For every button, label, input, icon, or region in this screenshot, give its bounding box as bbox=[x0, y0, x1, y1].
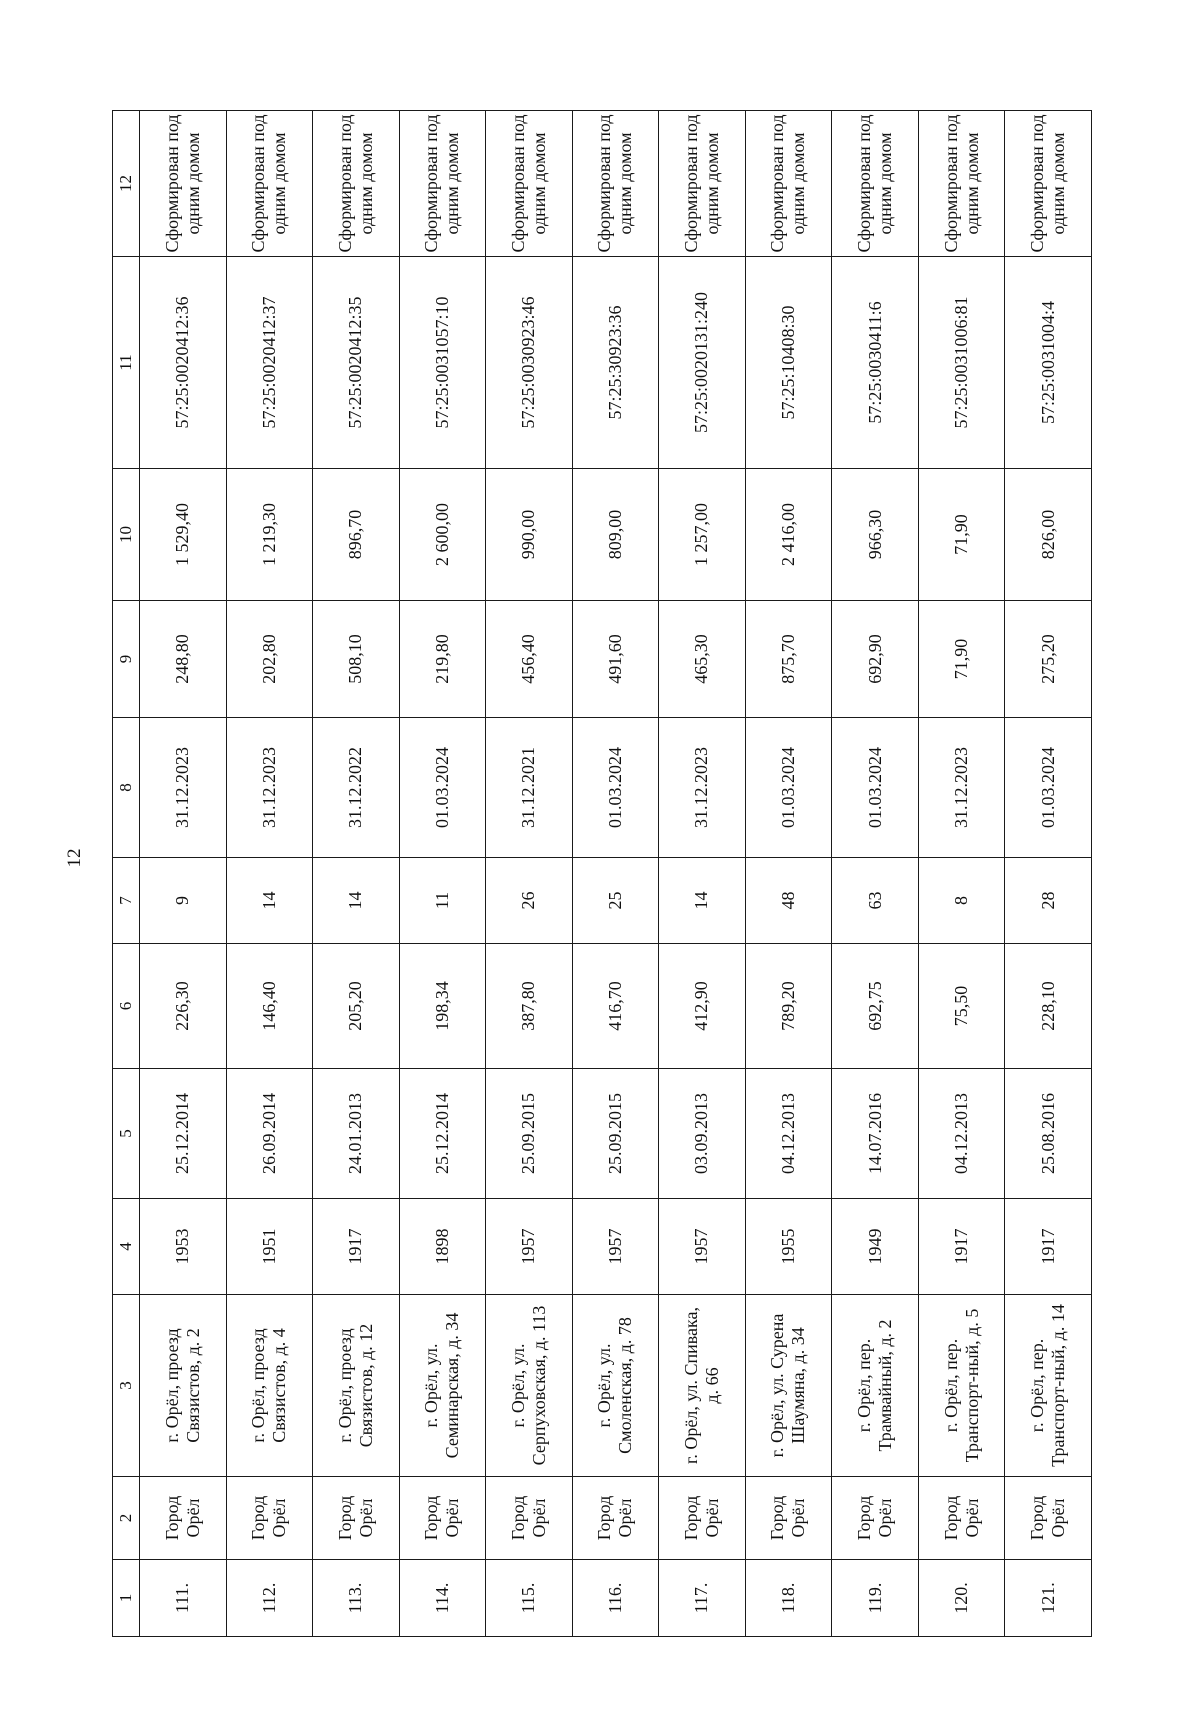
cell-cadastral-number: 57:25:0020131:240 bbox=[659, 257, 746, 469]
cell-area-b: 71,90 bbox=[918, 601, 1005, 718]
cell-date-b: 01.03.2024 bbox=[745, 718, 832, 858]
cell-year-built: 1917 bbox=[1005, 1199, 1092, 1295]
cell-cadastral-number: 57:25:0031006:81 bbox=[918, 257, 1005, 469]
cell-year-built: 1917 bbox=[918, 1199, 1005, 1295]
table-row bbox=[399, 111, 486, 1637]
cell-note: Сформирован под одним домом bbox=[918, 111, 1005, 257]
cell-year-built: 1957 bbox=[486, 1199, 573, 1295]
cell-cadastral-number: 57:25:0030923:46 bbox=[486, 257, 573, 469]
cell-count: 9 bbox=[140, 858, 227, 944]
cell-area-b: 491,60 bbox=[572, 601, 659, 718]
cell-date: 03.09.2013 bbox=[659, 1069, 746, 1199]
cell-date: 24.01.2013 bbox=[313, 1069, 400, 1199]
cell-date: 25.12.2014 bbox=[399, 1069, 486, 1199]
cell-area-b: 465,30 bbox=[659, 601, 746, 718]
cell-settlement: Город Орёл bbox=[659, 1477, 746, 1560]
cell-count: 11 bbox=[399, 858, 486, 944]
cell-area-a: 146,40 bbox=[226, 944, 313, 1069]
cell-date: 14.07.2016 bbox=[832, 1069, 919, 1199]
cell-area-c: 896,70 bbox=[313, 469, 400, 601]
cell-area-c: 1 257,00 bbox=[659, 469, 746, 601]
cell-row-number: 114. bbox=[399, 1560, 486, 1637]
cell-year-built: 1953 bbox=[140, 1199, 227, 1295]
cell-area-b: 456,40 bbox=[486, 601, 573, 718]
cell-date: 25.12.2014 bbox=[140, 1069, 227, 1199]
cell-note: Сформирован под одним домом bbox=[572, 111, 659, 257]
cell-settlement: Город Орёл bbox=[313, 1477, 400, 1560]
cell-area-a: 198,34 bbox=[399, 944, 486, 1069]
cell-date-b: 31.12.2021 bbox=[486, 718, 573, 858]
cell-count: 63 bbox=[832, 858, 919, 944]
column-header-8: 8 bbox=[113, 718, 140, 858]
cell-area-c: 2 416,00 bbox=[745, 469, 832, 601]
cell-year-built: 1917 bbox=[313, 1199, 400, 1295]
cell-area-a: 412,90 bbox=[659, 944, 746, 1069]
cell-year-built: 1951 bbox=[226, 1199, 313, 1295]
cell-area-a: 692,75 bbox=[832, 944, 919, 1069]
table-body bbox=[140, 111, 1092, 1637]
cell-note: Сформирован под одним домом bbox=[226, 111, 313, 257]
table-row bbox=[745, 111, 832, 1637]
cell-count: 14 bbox=[659, 858, 746, 944]
cell-row-number: 119. bbox=[832, 1560, 919, 1637]
cell-date-b: 01.03.2024 bbox=[832, 718, 919, 858]
cell-date: 25.09.2015 bbox=[572, 1069, 659, 1199]
page-number: 12 bbox=[64, 848, 85, 868]
cell-area-a: 75,50 bbox=[918, 944, 1005, 1069]
cell-settlement: Город Орёл bbox=[226, 1477, 313, 1560]
cell-date-b: 31.12.2022 bbox=[313, 718, 400, 858]
cell-year-built: 1949 bbox=[832, 1199, 919, 1295]
cell-date-b: 31.12.2023 bbox=[659, 718, 746, 858]
cell-date-b: 01.03.2024 bbox=[399, 718, 486, 858]
cell-date: 26.09.2014 bbox=[226, 1069, 313, 1199]
column-header-7: 7 bbox=[113, 858, 140, 944]
cell-settlement: Город Орёл bbox=[140, 1477, 227, 1560]
table-row bbox=[313, 111, 400, 1637]
cell-settlement: Город Орёл bbox=[745, 1477, 832, 1560]
table-row bbox=[1005, 111, 1092, 1637]
rotated-table-frame bbox=[112, 111, 1092, 1637]
column-header-10: 10 bbox=[113, 469, 140, 601]
cell-year-built: 1955 bbox=[745, 1199, 832, 1295]
cell-address: г. Орёл, ул. Смоленская, д. 78 bbox=[572, 1295, 659, 1477]
cell-count: 14 bbox=[226, 858, 313, 944]
cell-area-b: 875,70 bbox=[745, 601, 832, 718]
cell-date: 04.12.2013 bbox=[745, 1069, 832, 1199]
table-row bbox=[140, 111, 227, 1637]
column-header-3: 3 bbox=[113, 1295, 140, 1477]
cell-cadastral-number: 57:25:0031004:4 bbox=[1005, 257, 1092, 469]
cell-cadastral-number: 57:25:0030411:6 bbox=[832, 257, 919, 469]
cell-count: 26 bbox=[486, 858, 573, 944]
cell-settlement: Город Орёл bbox=[832, 1477, 919, 1560]
cell-note: Сформирован под одним домом bbox=[832, 111, 919, 257]
cell-row-number: 112. bbox=[226, 1560, 313, 1637]
cell-area-b: 692,90 bbox=[832, 601, 919, 718]
cell-count: 25 bbox=[572, 858, 659, 944]
cell-cadastral-number: 57:25:0031057:10 bbox=[399, 257, 486, 469]
cell-note: Сформирован под одним домом bbox=[140, 111, 227, 257]
cell-date: 25.09.2015 bbox=[486, 1069, 573, 1199]
cell-date-b: 01.03.2024 bbox=[572, 718, 659, 858]
column-header-6: 6 bbox=[113, 944, 140, 1069]
cell-row-number: 115. bbox=[486, 1560, 573, 1637]
cell-area-b: 219,80 bbox=[399, 601, 486, 718]
cell-date-b: 31.12.2023 bbox=[918, 718, 1005, 858]
cell-area-c: 71,90 bbox=[918, 469, 1005, 601]
cell-date: 04.12.2013 bbox=[918, 1069, 1005, 1199]
cell-area-a: 789,20 bbox=[745, 944, 832, 1069]
cell-area-c: 966,30 bbox=[832, 469, 919, 601]
column-header-2: 2 bbox=[113, 1477, 140, 1560]
cell-note: Сформирован под одним домом bbox=[1005, 111, 1092, 257]
cell-row-number: 113. bbox=[313, 1560, 400, 1637]
cell-address: г. Орёл, проезд Связистов, д. 12 bbox=[313, 1295, 400, 1477]
table-row bbox=[486, 111, 573, 1637]
cell-settlement: Город Орёл bbox=[399, 1477, 486, 1560]
column-header-1: 1 bbox=[113, 1560, 140, 1637]
cell-note: Сформирован под одним домом bbox=[313, 111, 400, 257]
table-row bbox=[572, 111, 659, 1637]
table-row bbox=[659, 111, 746, 1637]
cell-row-number: 120. bbox=[918, 1560, 1005, 1637]
cell-address: г. Орёл, проезд Связистов, д. 4 bbox=[226, 1295, 313, 1477]
cell-note: Сформирован под одним домом bbox=[745, 111, 832, 257]
cell-area-b: 202,80 bbox=[226, 601, 313, 718]
cell-date-b: 31.12.2023 bbox=[226, 718, 313, 858]
cell-row-number: 118. bbox=[745, 1560, 832, 1637]
column-header-5: 5 bbox=[113, 1069, 140, 1199]
cell-area-b: 275,20 bbox=[1005, 601, 1092, 718]
column-header-11: 11 bbox=[113, 257, 140, 469]
cell-settlement: Город Орёл bbox=[486, 1477, 573, 1560]
cell-year-built: 1957 bbox=[572, 1199, 659, 1295]
cell-count: 14 bbox=[313, 858, 400, 944]
cell-cadastral-number: 57:25:10408:30 bbox=[745, 257, 832, 469]
cell-area-a: 416,70 bbox=[572, 944, 659, 1069]
cell-area-c: 1 529,40 bbox=[140, 469, 227, 601]
registry-table bbox=[112, 110, 1092, 1637]
cell-cadastral-number: 57:25:0020412:35 bbox=[313, 257, 400, 469]
cell-address: г. Орёл, пер. Трамвайный, д. 2 bbox=[832, 1295, 919, 1477]
cell-settlement: Город Орёл bbox=[572, 1477, 659, 1560]
cell-address: г. Орёл, пер. Транспорт-ный, д. 14 bbox=[1005, 1295, 1092, 1477]
cell-area-a: 387,80 bbox=[486, 944, 573, 1069]
cell-area-c: 1 219,30 bbox=[226, 469, 313, 601]
cell-address: г. Орёл, ул. Сурена Шаумяна, д. 34 bbox=[745, 1295, 832, 1477]
cell-date-b: 31.12.2023 bbox=[140, 718, 227, 858]
column-header-9: 9 bbox=[113, 601, 140, 718]
column-header-4: 4 bbox=[113, 1199, 140, 1295]
cell-area-a: 226,30 bbox=[140, 944, 227, 1069]
cell-address: г. Орёл, ул. Семинарская, д. 34 bbox=[399, 1295, 486, 1477]
cell-count: 48 bbox=[745, 858, 832, 944]
cell-note: Сформирован под одним домом bbox=[659, 111, 746, 257]
cell-date-b: 01.03.2024 bbox=[1005, 718, 1092, 858]
cell-row-number: 117. bbox=[659, 1560, 746, 1637]
cell-area-b: 248,80 bbox=[140, 601, 227, 718]
cell-address: г. Орёл, пер. Транспорт-ный, д. 5 bbox=[918, 1295, 1005, 1477]
cell-area-c: 2 600,00 bbox=[399, 469, 486, 601]
cell-area-c: 990,00 bbox=[486, 469, 573, 601]
cell-cadastral-number: 57:25:0020412:36 bbox=[140, 257, 227, 469]
cell-year-built: 1898 bbox=[399, 1199, 486, 1295]
cell-settlement: Город Орёл bbox=[1005, 1477, 1092, 1560]
cell-address: г. Орёл, проезд Связистов, д. 2 bbox=[140, 1295, 227, 1477]
cell-area-a: 205,20 bbox=[313, 944, 400, 1069]
cell-count: 8 bbox=[918, 858, 1005, 944]
cell-row-number: 116. bbox=[572, 1560, 659, 1637]
cell-address: г. Орёл, ул. Серпуховская, д. 113 bbox=[486, 1295, 573, 1477]
cell-row-number: 121. bbox=[1005, 1560, 1092, 1637]
table-header bbox=[113, 111, 140, 1637]
cell-cadastral-number: 57:25:0020412:37 bbox=[226, 257, 313, 469]
header-row bbox=[113, 111, 140, 1637]
cell-count: 28 bbox=[1005, 858, 1092, 944]
table-row bbox=[226, 111, 313, 1637]
cell-date: 25.08.2016 bbox=[1005, 1069, 1092, 1199]
cell-area-b: 508,10 bbox=[313, 601, 400, 718]
cell-year-built: 1957 bbox=[659, 1199, 746, 1295]
table-row bbox=[832, 111, 919, 1637]
cell-note: Сформирован под одним домом bbox=[486, 111, 573, 257]
cell-row-number: 111. bbox=[140, 1560, 227, 1637]
cell-note: Сформирован под одним домом bbox=[399, 111, 486, 257]
cell-cadastral-number: 57:25:30923:36 bbox=[572, 257, 659, 469]
cell-settlement: Город Орёл bbox=[918, 1477, 1005, 1560]
table-row bbox=[918, 111, 1005, 1637]
cell-area-c: 809,00 bbox=[572, 469, 659, 601]
cell-address: г. Орёл, ул. Спивака, д. 66 bbox=[659, 1295, 746, 1477]
column-header-12: 12 bbox=[113, 111, 140, 257]
cell-area-a: 228,10 bbox=[1005, 944, 1092, 1069]
cell-area-c: 826,00 bbox=[1005, 469, 1092, 601]
